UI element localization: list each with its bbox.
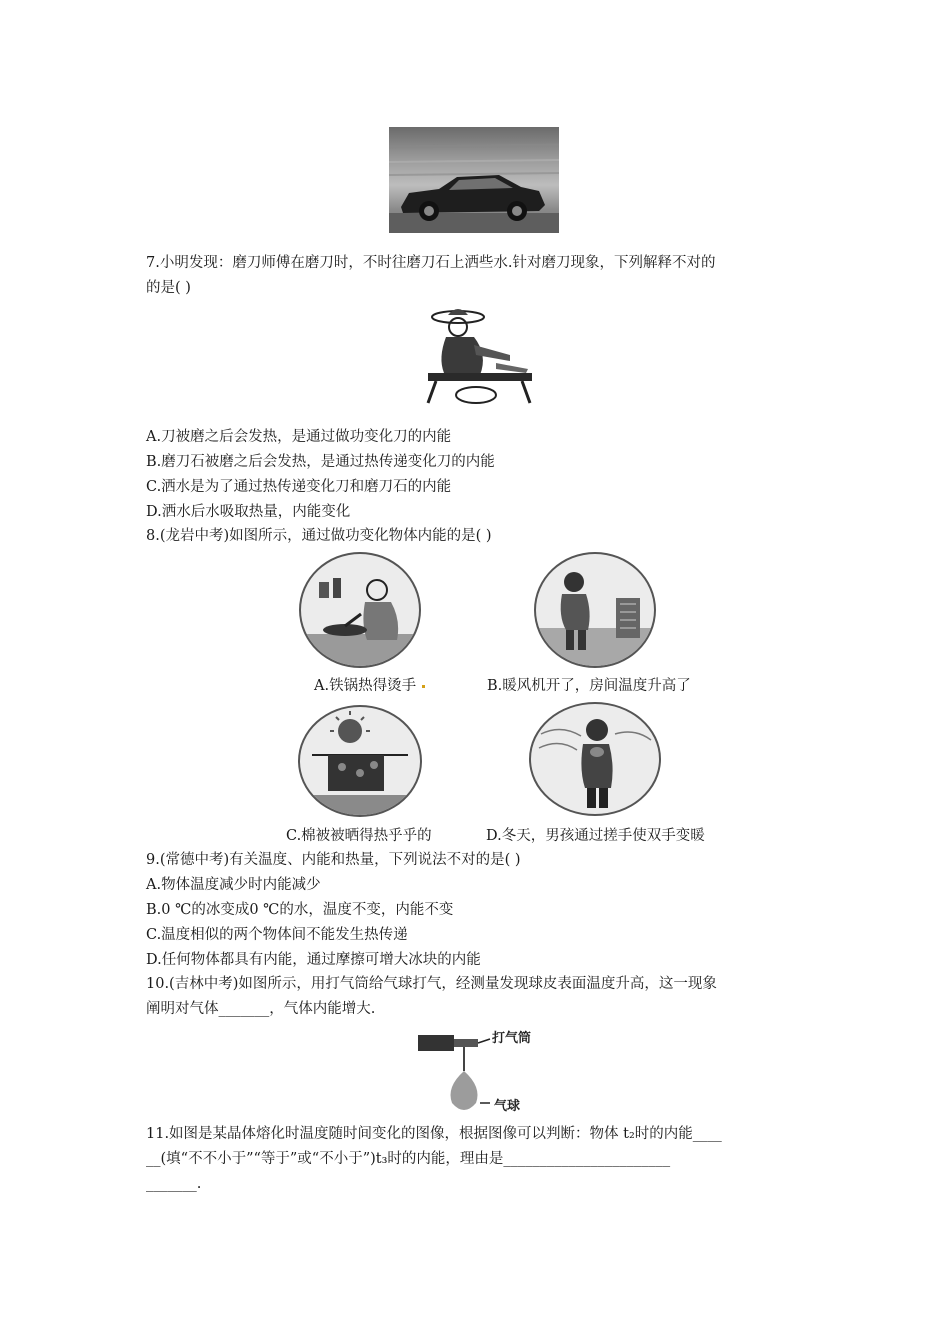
q11-stem-line1: 11.如图是某晶体熔化时温度随时间变化的图像，根据图像可以判断：物体 t₂时的内能____ xyxy=(146,1126,722,1142)
q9-option-b: B.0 ℃的冰变成0 ℃的水，温度不变，内能不变 xyxy=(146,902,454,918)
q8-caption-b: B.暖风机开了，房间温度升高了 xyxy=(487,678,691,694)
q10-stem-line2: 阐明对气体_______，气体内能增大. xyxy=(146,1001,376,1017)
heater-icon xyxy=(536,554,654,666)
q8-figure-b xyxy=(534,552,656,668)
q11-stem-line2: __(填“不不小于”“等于”或“不小于”)t₃时的内能，理由是_______________________ xyxy=(146,1151,671,1167)
q7-option-a: A.刀被磨之后会发热，是通过做功变化刀的内能 xyxy=(146,429,452,445)
pump-balloon-figure xyxy=(416,1025,546,1117)
q11-stem-line3: _______. xyxy=(146,1176,202,1192)
q8-figure-c xyxy=(298,705,422,817)
q9-option-a: A.物体温度减少时内能减少 xyxy=(146,877,321,893)
q9-stem: 9.(常德中考)有关温度、内能和热量，下列说法不对的是( ) xyxy=(146,852,521,868)
q7-option-d: D.洒水后水吸取热量，内能变化 xyxy=(146,504,351,520)
pump-label: 打气筒 xyxy=(492,1031,532,1046)
q8-caption-c: C.棉被被晒得热乎乎的 xyxy=(286,828,432,844)
q8-figure-a xyxy=(299,552,421,668)
decorative-dot xyxy=(422,685,425,688)
q8-figure-d xyxy=(529,702,661,816)
q10-stem-line1: 10.(吉林中考)如图所示，用打气筒给气球打气，经测量发现球皮表面温度升高，这一现象 xyxy=(146,976,717,992)
knife-grinder-illustration xyxy=(418,303,536,411)
car-photo xyxy=(389,127,559,233)
q7-stem-line2: 的是( ) xyxy=(146,280,191,296)
q7-stem-line1: 7.小明发现：磨刀师傅在磨刀时，不时往磨刀石上洒些水.针对磨刀现象，下列解释不对的 xyxy=(146,255,716,271)
grinder-icon xyxy=(418,303,536,411)
q7-option-c: C.洒水是为了通过热传递变化刀和磨刀石的内能 xyxy=(146,479,452,495)
cooking-pot-icon xyxy=(301,554,419,666)
balloon-label: 气球 xyxy=(494,1099,521,1114)
q7-option-b: B.磨刀石被磨之后会发热，是通过热传递变化刀的内能 xyxy=(146,454,495,470)
boy-rubbing-hands-icon xyxy=(531,704,659,814)
q8-caption-d: D.冬天，男孩通过搓手使双手变暖 xyxy=(486,828,705,844)
q8-stem: 8.(龙岩中考)如图所示，通过做功变化物体内能的是( ) xyxy=(146,528,492,544)
sun-quilt-icon xyxy=(300,707,420,815)
q8-caption-a: A.铁锅热得烫手 xyxy=(314,676,431,696)
car-icon xyxy=(389,127,559,233)
q9-option-d: D.任何物体都具有内能，通过摩擦可增大冰块的内能 xyxy=(146,952,481,968)
q9-option-c: C.温度相似的两个物体间不能发生热传递 xyxy=(146,927,408,943)
